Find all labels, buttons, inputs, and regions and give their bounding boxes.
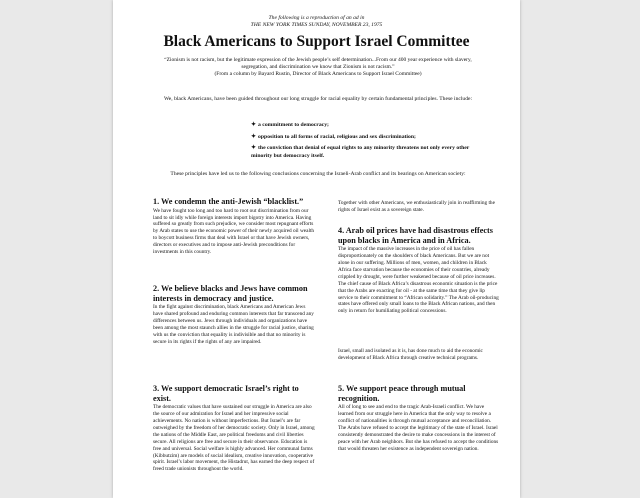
section-heading: 4. Arab oil prices have had disastrous effects upon blacks in America and in Africa.	[338, 226, 493, 245]
page-title: Black Americans to Support Israel Committee	[163, 33, 470, 50]
principle-text: opposition to all forms of racial, religious and sex discrimination;	[258, 133, 416, 140]
principle-text: a commitment to democracy;	[258, 122, 329, 128]
section-heading: 3. We support democratic Israel’s right to exist.	[153, 384, 299, 403]
section-4-continued	[338, 347, 500, 362]
ad-page	[113, 0, 520, 498]
intro-paragraph: We, black Americans, have been guided throughout our long struggle for racial equality by certain fundamental principles. These include:	[163, 96, 473, 102]
section-heading: 5. We support peace through mutual recognition.	[338, 384, 466, 403]
section-body: Together with other Americans, we enthusiastically join in reaffirming the rights of Israel exist as a sovereign state.	[338, 200, 495, 213]
section-4	[338, 226, 500, 315]
conclusion-paragraph: These principles have led us to the following conclusions concerning the Israeli-Arab conflict and its bearings on American society:	[170, 171, 466, 177]
quote-block	[153, 57, 483, 79]
principle-item	[251, 134, 491, 142]
section-5	[338, 384, 500, 453]
principle-item	[251, 122, 491, 130]
section-1	[153, 197, 315, 256]
section-body: Israel, small and isolated as it is, has done much to aid the economic development of Black Africa through creative technical programs.	[338, 348, 483, 361]
principles-list	[251, 122, 491, 164]
quote-text: “Zionism is not racism, but the legitimate expression of the Jewish people’s self determination...From our 400 year experience with slavery, segregation, and discrimination we know that Zionism is not racism.”	[164, 57, 472, 71]
section-2	[153, 284, 315, 346]
preface-line-2: THE NEW YORK TIMES SUNDAY, NOVEMBER 23, 1975	[250, 22, 383, 28]
section-heading: 1. We condemn the anti-Jewish “blacklist.”	[153, 197, 304, 206]
preface	[113, 15, 520, 29]
quote-attribution: (From a column by Bayard Rustin, Director of Black Americans to Support Israel Committee)	[214, 71, 422, 78]
section-body: We have fought too long and too hard to root out discrimination from our land to sit idly while foreign interests import bigotry into America. Having suffered so greatly from such prejudice, we consider most repugnant efforts by Arab states to use the economic power of their newly acquired oil wealth to boycott business firms that deal with Israel or that have Jewish owners, directors or executives and to impose anti-Jewish preconditions for investments in this country.	[153, 207, 315, 256]
section-3-continued	[338, 199, 500, 214]
section-body: All of long to see and end to the tragic Arab-Israeli conflict. We have learned from our struggle here in America that the only way to resolve a conflict of nationalities is through mutual acceptance and reconciliation. The Arabs have refused to accept the legitimacy of the state of Israel. Israel consistently demonstrated the desire to make concessions in the interest of peace with her Arab neighbors. But she has refused to accept the conditions that would threaten her existence as independent sovereign nation.	[338, 404, 499, 452]
section-body: The impact of the massive increases in the price of oil has fallen disproportionately on the shoulders of black Americans. But we are not alone in our suffering. Millions of men, women, and children in Black Africa face starvation because the economies of their countries, already crippled by drought, were further weakened because of oil price increases. The chief cause of Black Africa’s disastrous economic situation is the price that the Arabs are exacting for oil - at the same time that they give lip service to their commitment to “African solidarity.” The Arab oil-producing states have offered only small loans to the Black African nations, and then only in return for humiliating political concessions.	[338, 246, 499, 315]
section-heading: 2. We believe blacks and Jews have common interests in democracy and justice.	[153, 284, 308, 303]
principle-item	[251, 145, 491, 160]
principle-text: the conviction that denial of equal rights to any minority threatens not only every other minority but democracy itself.	[251, 145, 470, 159]
diamond-bullet-icon: ✦	[251, 145, 257, 152]
diamond-bullet-icon: ✦	[251, 122, 257, 128]
section-body: The democratic values that have sustained our struggle in America are also the source of our admiration for Israel and her impressive social achievements. No nation is without imperfections. But Israel’s are far outweighed by the freedom of her democratic society. Only in Israel, among the nations of the Middle East, are political freedoms and civil liberties secure. All religions are free and secure in their observance. Education is free and universal. Social welfare is highly advanced. Her communal farms (Kibbutzim) are models of social idealism, creative innovation, cooperative spirit. Israel’s labor movement, the Histadrut, has earned the deep respect of freed trade unionists throughout the world.	[153, 404, 315, 473]
preface-line-1: The following is a reproduction of an ad in	[268, 15, 365, 21]
section-3	[153, 384, 315, 473]
section-body: In the fight against discrimination, black Americans and American Jews have shared profound and enduring common interests that far transcend any differences between us. Jews through individuals and organizations have been among the most staunch allies in the struggle for racial justice, sharing with us the conviction that equality is indivisible and that no minority is secure in its rights if the rights of any are impaired.	[153, 304, 314, 345]
diamond-bullet-icon: ✦	[251, 133, 257, 140]
